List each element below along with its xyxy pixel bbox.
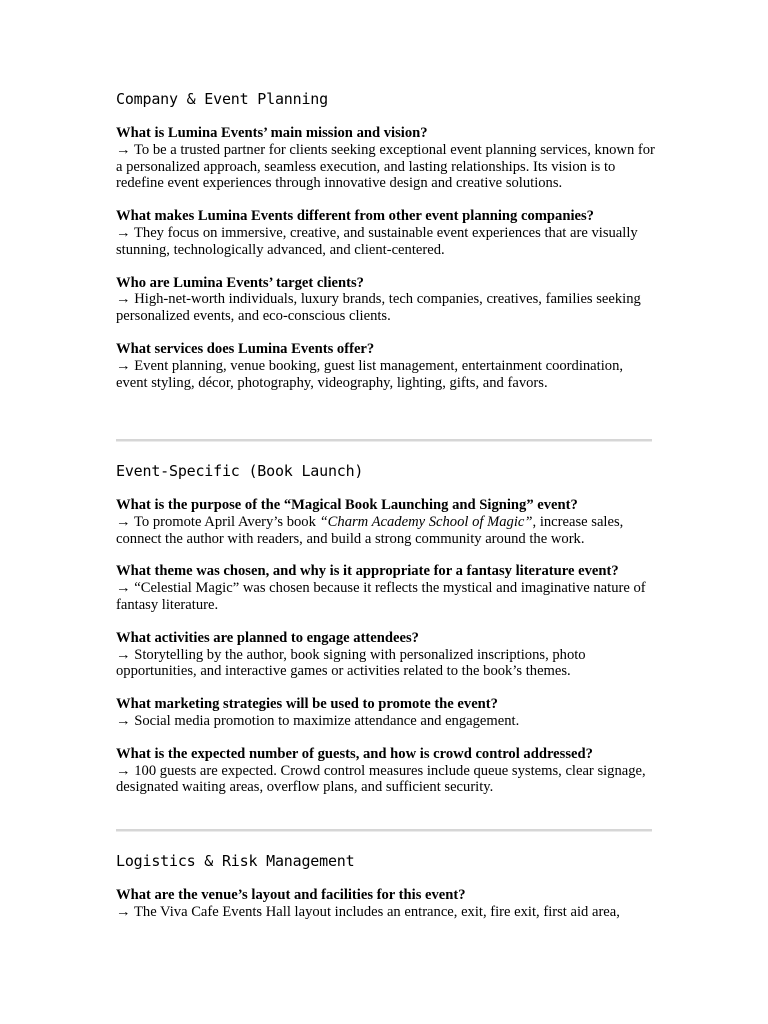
answer-text: → 100 guests are expected. Crowd control measures include queue systems, clear signage, designated waiting areas, overflow plans, and sufficient security. [116,762,646,796]
question-text: Who are Lumina Events’ target clients? [116,274,364,291]
answer-text: → Storytelling by the author, book signing with personalized inscriptions, photo opportunities, and interactive games or activities related to the book’s themes. [116,646,586,680]
qa-item [116,696,656,730]
qa-item [116,746,656,796]
qa-item [116,125,656,192]
section-divider [116,439,652,442]
section-logistics-risk [116,851,656,921]
answer-text-start: → To promote April Avery’s book [116,513,320,530]
question-text: What activities are planned to engage attendees? [116,629,419,646]
answer-text-end: , increase sales, connect the author with readers, and build a strong community around the work. [116,513,624,547]
section-company-event-planning [116,89,656,391]
qa-item [116,208,656,258]
question-text: What are the venue’s layout and facilities for this event? [116,887,466,903]
qa-item [116,497,656,547]
section-event-specific [116,461,656,796]
qa-item [116,887,656,921]
book-title: “Charm Academy School of Magic” [319,513,533,530]
section-divider [116,829,652,832]
question-text: What is Lumina Events’ main mission and vision? [116,125,428,141]
section-heading: Logistics & Risk Management [116,852,355,870]
answer-text: → Event planning, venue booking, guest list management, entertainment coordination, event styling, décor, photography, videography, lighting, gifts, and favors. [116,357,624,391]
section-heading: Company & Event Planning [116,90,328,108]
answer-text: → To be a trusted partner for clients seeking exceptional event planning services, known for a personalized approach, seamless execution, and lasting relationships. Its vision is to redefine event experiences through innovative design and creative solutions. [116,141,655,192]
answer-text: → High-net-worth individuals, luxury brands, tech companies, creatives, families seeking personalized events, and eco-conscious clients. [116,291,641,325]
answer-text: → “Celestial Magic” was chosen because it reflects the mystical and imaginative nature of fantasy literature. [116,580,646,613]
question-text: What makes Lumina Events different from other event planning companies? [116,208,594,225]
question-text: What is the purpose of the “Magical Book Launching and Signing” event? [116,497,578,513]
section-heading: Event-Specific (Book Launch) [116,462,364,480]
answer-text: → Social media promotion to maximize attendance and engagement. [116,712,520,729]
answer-text [116,514,656,548]
question-text: What is the expected number of guests, and how is crowd control addressed? [116,745,593,762]
answer-text: → The Viva Cafe Events Hall layout includes an entrance, exit, fire exit, first aid area, [116,903,620,920]
question-text: What services does Lumina Events offer? [116,340,375,357]
question-text: What marketing strategies will be used to promote the event? [116,696,498,713]
qa-item [116,341,656,391]
qa-item [116,563,656,613]
qa-item [116,275,656,325]
question-text: What theme was chosen, and why is it appropriate for a fantasy literature event? [116,563,619,580]
answer-text: → They focus on immersive, creative, and sustainable event experiences that are visually stunning, technologically advanced, and client-centered. [116,224,638,258]
qa-item [116,630,656,680]
